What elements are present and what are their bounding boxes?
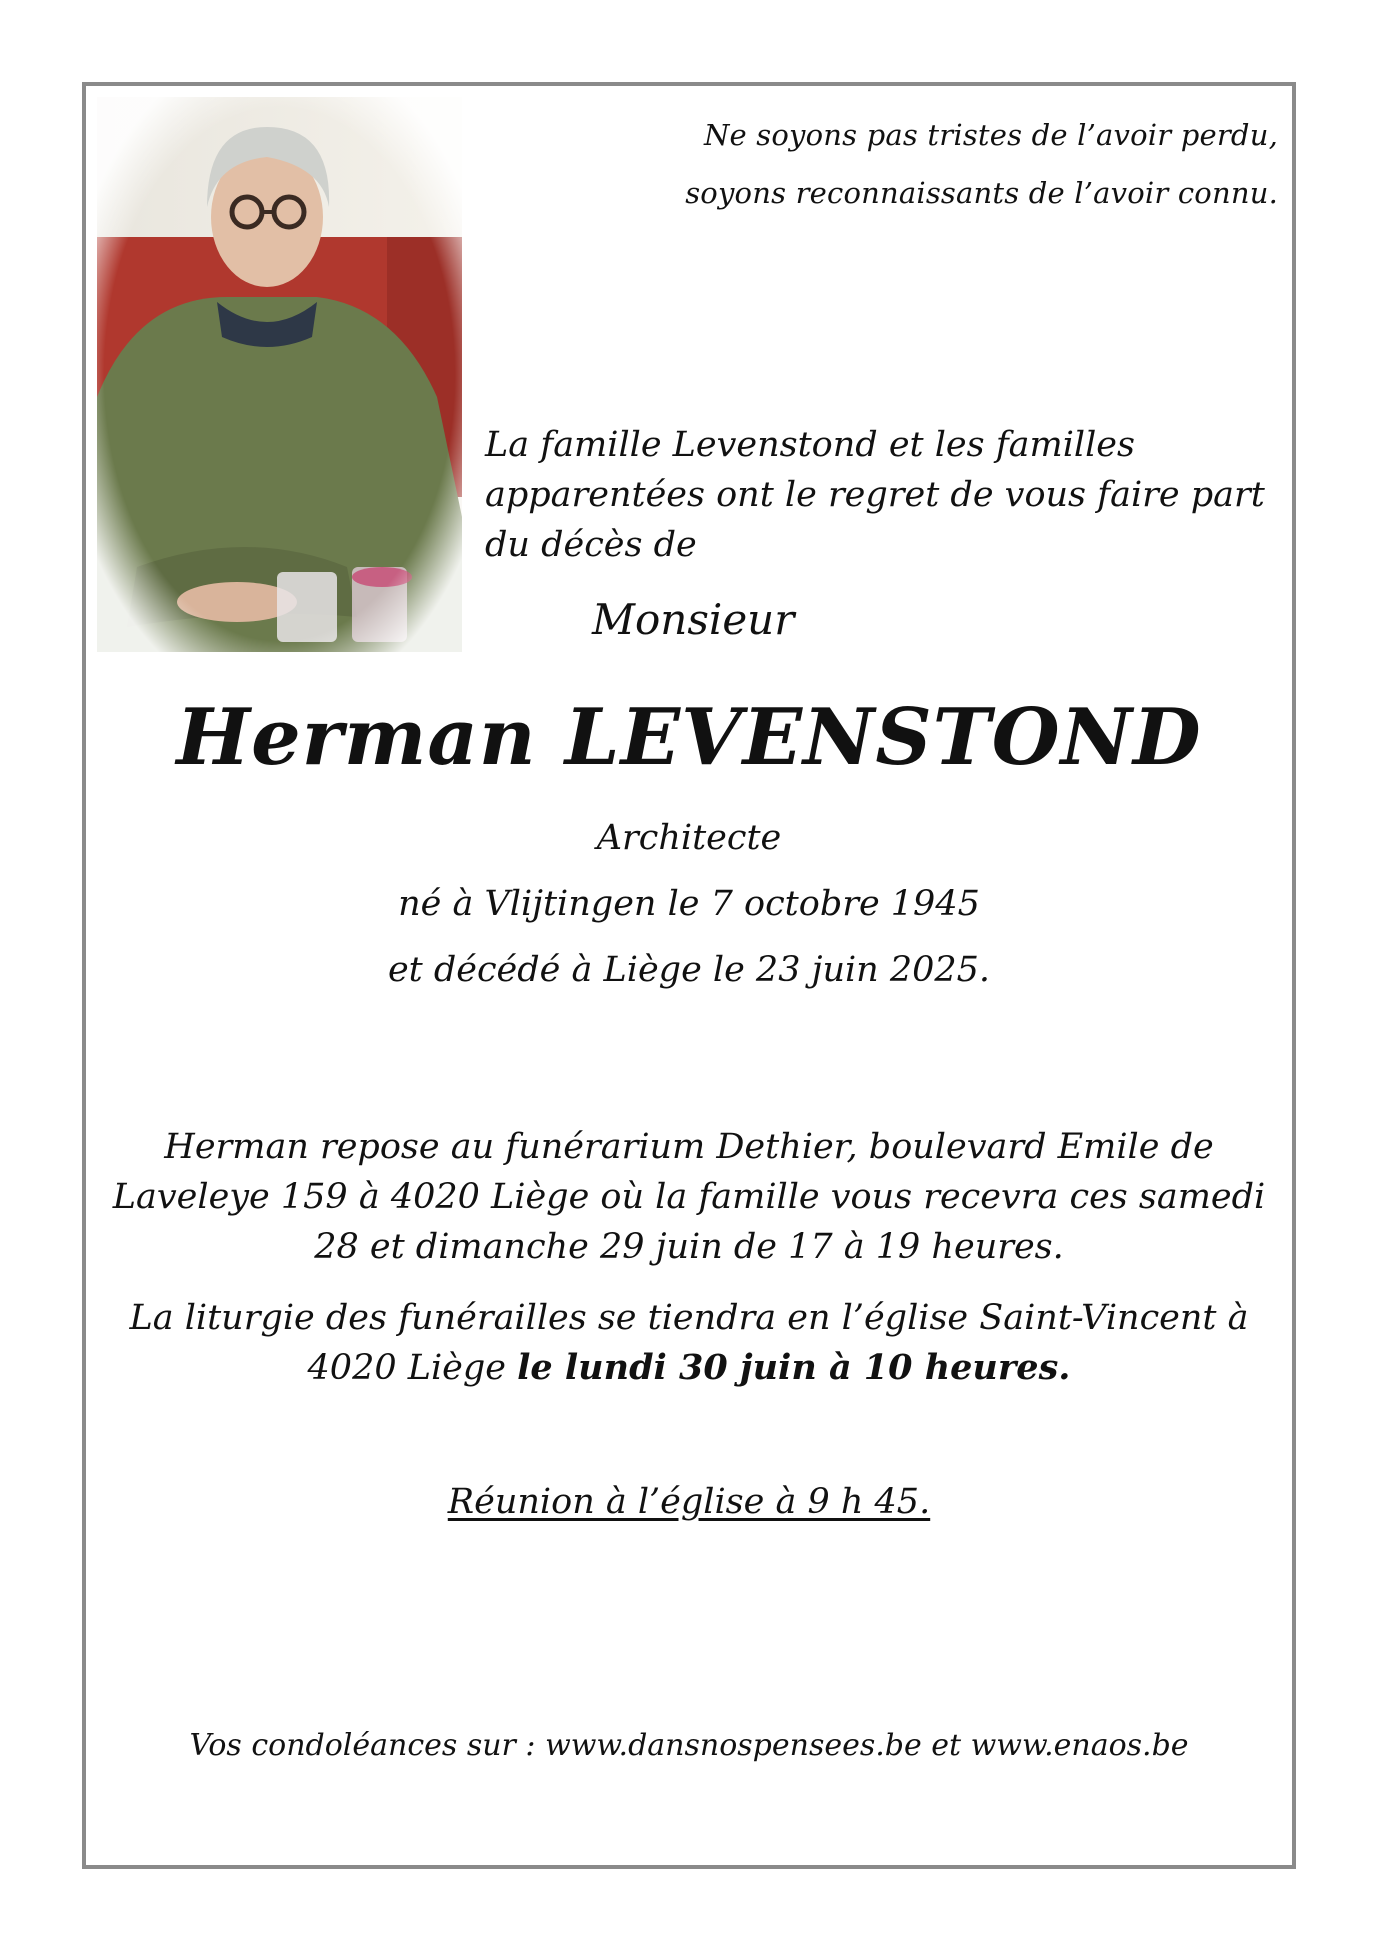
- intro-line-1: La famille Levenstond et les familles: [485, 425, 1135, 465]
- visitation-line-3: 28 et dimanche 29 juin de 17 à 19 heures.: [314, 1227, 1064, 1267]
- honorific: Monsieur: [592, 595, 795, 644]
- birth-info: né à Vlijtingen le 7 octobre 1945: [398, 884, 980, 924]
- intro-line-2: apparentées ont le regret de vous faire part: [485, 475, 1265, 515]
- quote-line-1: Ne soyons pas tristes de l’avoir perdu,: [703, 118, 1278, 152]
- visitation-line-2: Laveleye 159 à 4020 Liège où la famille vous recevra ces samedi: [112, 1177, 1266, 1217]
- announcement-intro: [485, 420, 1285, 570]
- portrait-photo: [97, 97, 462, 652]
- quote-line-2: soyons reconnaissants de l’avoir connu.: [685, 176, 1278, 210]
- death-info: et décédé à Liège le 23 juin 2025.: [387, 950, 991, 990]
- funeral-location: 4020 Liège: [307, 1348, 518, 1388]
- funeral-date-time: le lundi 30 juin à 10 heures.: [517, 1347, 1071, 1388]
- deceased-name: Herman LEVENSTOND: [176, 692, 1202, 783]
- funeral-paragraph: [0, 1293, 1378, 1393]
- profession: Architecte: [596, 818, 782, 858]
- church-meeting-time: Réunion à l’église à 9 h 45.: [447, 1482, 931, 1522]
- visitation-paragraph: [0, 1122, 1378, 1272]
- visitation-line-1: Herman repose au funérarium Dethier, boulevard Emile de: [164, 1127, 1214, 1167]
- intro-line-3: du décès de: [485, 525, 697, 565]
- funeral-line-2: [0, 1343, 1378, 1393]
- condolences-links: Vos condoléances sur : www.dansnospensees.be et www.enaos.be: [189, 1728, 1189, 1763]
- funeral-line-1: La liturgie des funérailles se tiendra en l’église Saint-Vincent à: [129, 1298, 1249, 1338]
